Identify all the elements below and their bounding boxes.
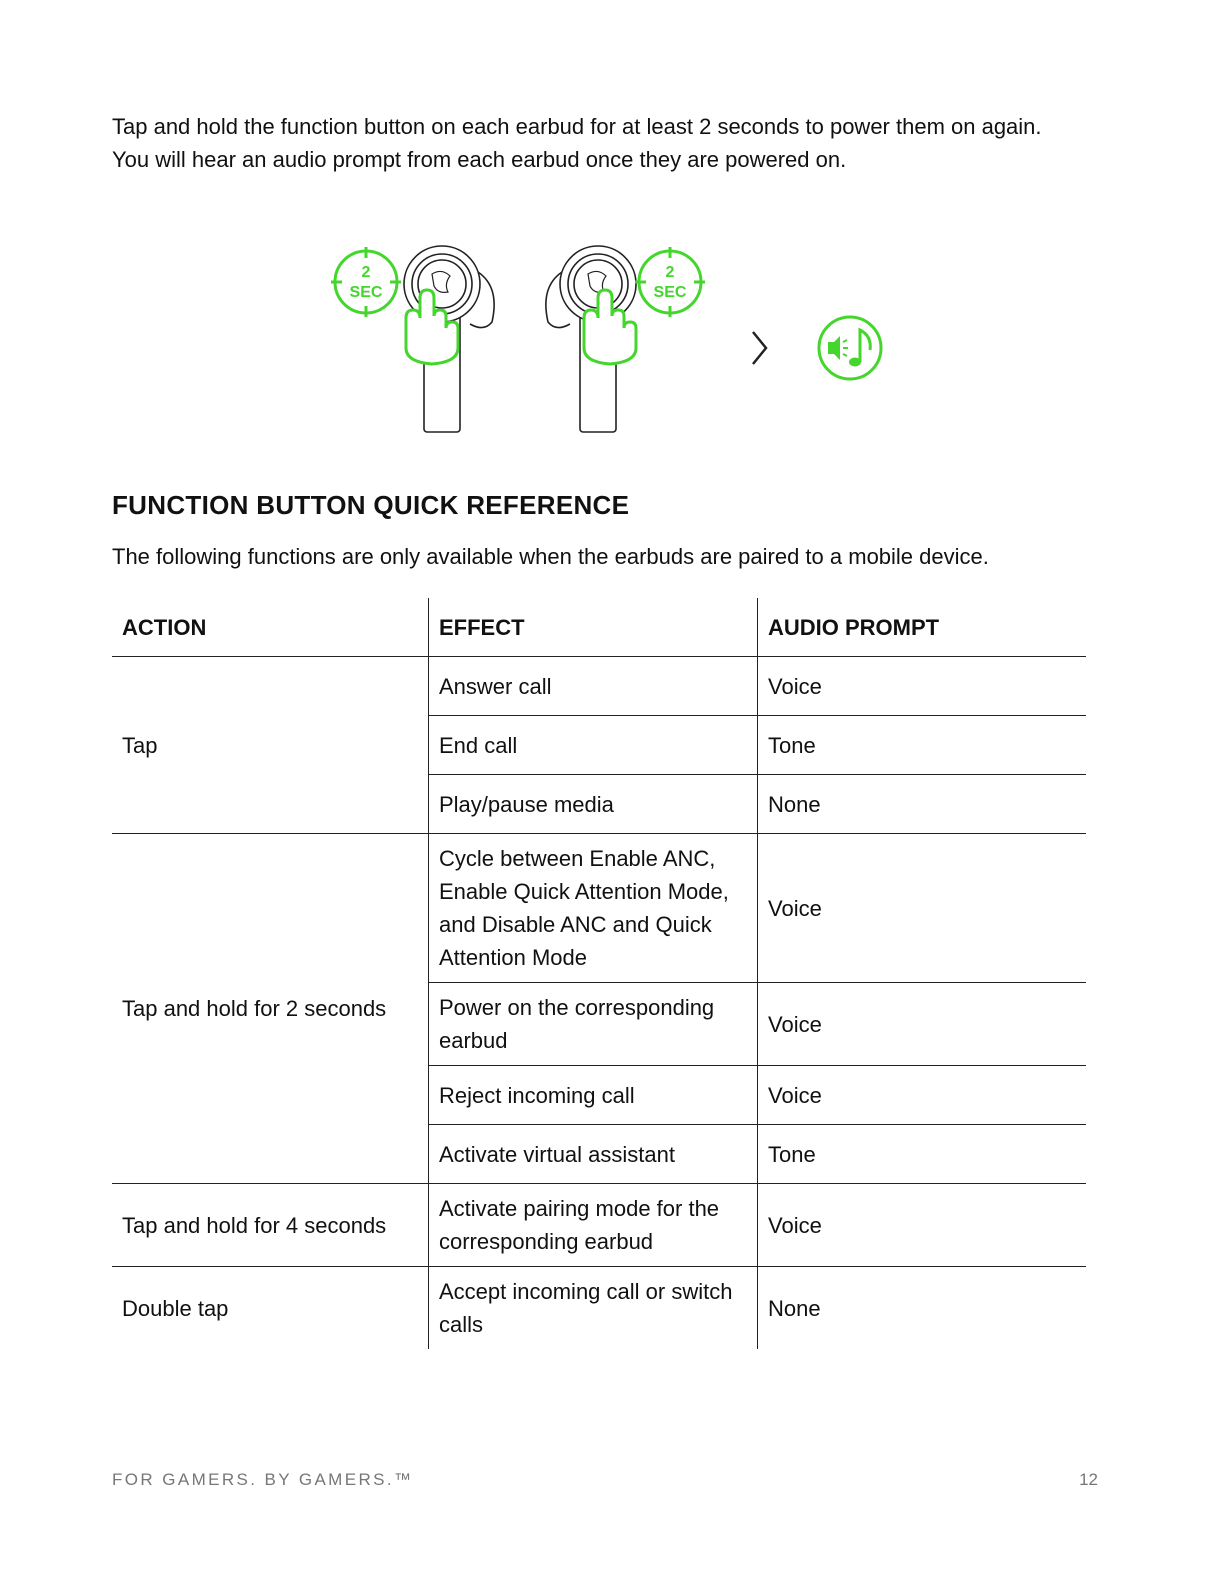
section-title: FUNCTION BUTTON QUICK REFERENCE [112,490,630,520]
function-reference-table [112,598,1086,1349]
page-number: 12 [1079,1470,1098,1489]
prompt-cell: Tone [758,1125,1087,1184]
footer-tagline: FOR GAMERS. BY GAMERS.™ [112,1470,414,1489]
header-effect: EFFECT [429,598,758,657]
effect-cell: Cycle between Enable ANC, Enable Quick Attention Mode, and Disable ANC and Quick Attention Mode [429,834,758,983]
effect-cell: Activate virtual assistant [429,1125,758,1184]
right-timer-icon [635,247,705,317]
table-row [112,1184,1086,1267]
table-row [112,1267,1086,1350]
effect-cell: Power on the corresponding earbud [429,983,758,1066]
prompt-cell: Voice [758,1066,1087,1125]
effect-cell: Answer call [429,657,758,716]
right-timer-number: 2 [665,264,675,281]
right-timer-unit: SEC [653,284,687,301]
effect-cell: Accept incoming call or switch calls [429,1267,758,1350]
prompt-cell: Voice [758,834,1087,983]
prompt-cell: None [758,1267,1087,1350]
prompt-cell: Voice [758,657,1087,716]
power-on-illustration [320,232,920,442]
effect-cell: Activate pairing mode for the corresponding earbud [429,1184,758,1267]
section-subtitle: The following functions are only available when the earbuds are paired to a mobile device. [112,544,989,569]
intro-line-2: You will hear an audio prompt from each earbud once they are powered on. [112,147,847,172]
intro-paragraph [112,110,1112,176]
effect-cell: Reject incoming call [429,1066,758,1125]
table-header-row [112,598,1086,657]
action-cell: Double tap [122,1295,229,1321]
header-audio-prompt: AUDIO PROMPT [758,598,1087,657]
action-cell: Tap and hold for 4 seconds [112,1184,429,1267]
audio-prompt-icon [819,317,881,379]
left-timer-icon [331,247,401,317]
prompt-cell: None [758,775,1087,834]
action-cell: Tap and hold for 2 seconds [112,834,429,1184]
effect-cell: Play/pause media [429,775,758,834]
prompt-cell: Voice [758,1184,1087,1267]
action-cell: Tap [112,657,429,834]
left-timer-number: 2 [361,264,371,281]
prompt-cell: Tone [758,716,1087,775]
table-row [112,834,1086,983]
intro-line-1: Tap and hold the function button on each earbud for at least 2 seconds to power them on again. [112,114,1042,139]
effect-cell: End call [429,716,758,775]
chevron-right-icon [753,332,766,364]
prompt-cell: Voice [758,983,1087,1066]
header-action: ACTION [122,614,207,640]
left-timer-unit: SEC [349,284,383,301]
table-row [112,657,1086,716]
